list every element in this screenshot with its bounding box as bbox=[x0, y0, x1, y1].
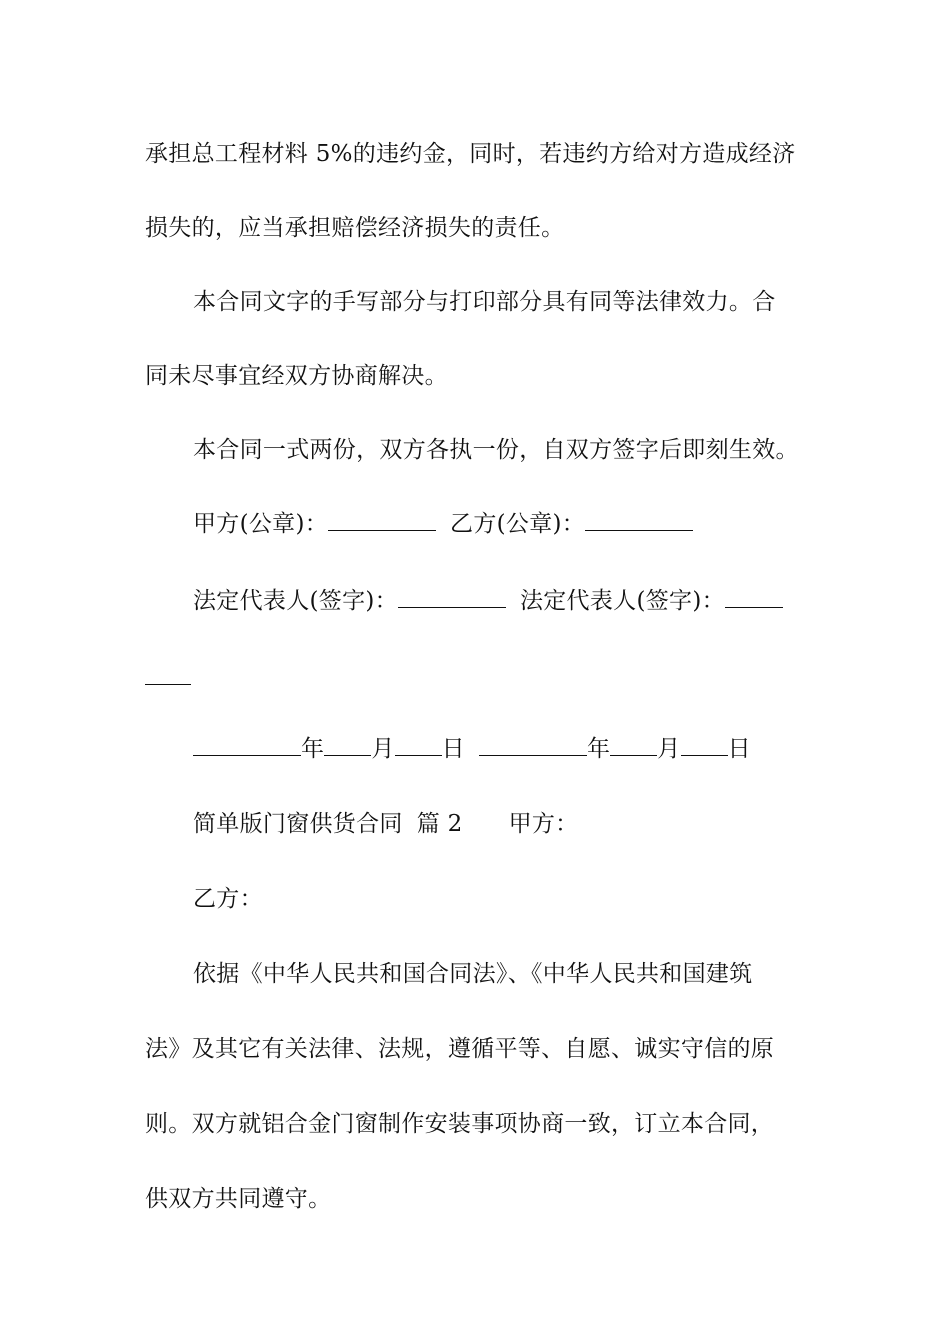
date-line bbox=[193, 734, 858, 764]
seal-line bbox=[193, 509, 858, 539]
section-part: 篇 2 bbox=[416, 811, 463, 837]
rep-a-blank bbox=[398, 587, 506, 608]
paragraph-line: 承担总工程材料 5%的违约金，同时，若违约方给对方造成经济 bbox=[145, 141, 796, 167]
month-blank-a bbox=[324, 735, 371, 756]
party-a-seal-blank bbox=[328, 510, 436, 531]
paragraph-line: 同未尽事宜经双方协商解决。 bbox=[145, 363, 448, 389]
section-title: 简单版门窗供货合同 bbox=[193, 811, 403, 837]
month-label: 月 bbox=[657, 736, 681, 762]
month-label: 月 bbox=[371, 736, 395, 762]
day-label: 日 bbox=[727, 736, 751, 762]
year-blank-b bbox=[479, 735, 587, 756]
year-blank-a bbox=[193, 735, 301, 756]
day-blank-b bbox=[681, 735, 728, 756]
party-b-seal-blank bbox=[585, 510, 693, 531]
paragraph-line: 供双方共同遵守。 bbox=[145, 1186, 332, 1212]
day-label: 日 bbox=[441, 736, 465, 762]
paragraph-line: 则。双方就铝合金门窗制作安装事项协商一致，订立本合同， bbox=[145, 1111, 775, 1137]
day-blank-a bbox=[395, 735, 442, 756]
party-a-seal-label: 甲方(公章)： bbox=[193, 511, 329, 537]
paragraph-line: 本合同一式两份，双方各执一份，自双方签字后即刻生效。 bbox=[193, 437, 799, 463]
rep-b-blank-continued bbox=[145, 684, 191, 685]
rep-a-label: 法定代表人(签字)： bbox=[193, 588, 398, 614]
paragraph-line: 法》及其它有关法律、法规，遵循平等、自愿、诚实守信的原 bbox=[145, 1036, 775, 1062]
year-label: 年 bbox=[301, 736, 325, 762]
party-b-seal-label: 乙方(公章)： bbox=[450, 511, 586, 537]
rep-b-label: 法定代表人(签字)： bbox=[519, 588, 725, 614]
paragraph-line: 损失的，应当承担赔偿经济损失的责任。 bbox=[145, 215, 565, 241]
party-b-line: 乙方： bbox=[193, 886, 263, 912]
year-label: 年 bbox=[586, 736, 611, 762]
paragraph-line: 依据《中华人民共和国合同法》、《中华人民共和国建筑 bbox=[193, 961, 753, 987]
representative-line bbox=[193, 586, 858, 616]
month-blank-b bbox=[610, 735, 657, 756]
section-heading bbox=[193, 809, 858, 839]
party-a-label: 甲方： bbox=[508, 811, 579, 837]
paragraph-line: 本合同文字的手写部分与打印部分具有同等法律效力。合 bbox=[193, 289, 776, 315]
rep-b-blank bbox=[725, 587, 783, 608]
